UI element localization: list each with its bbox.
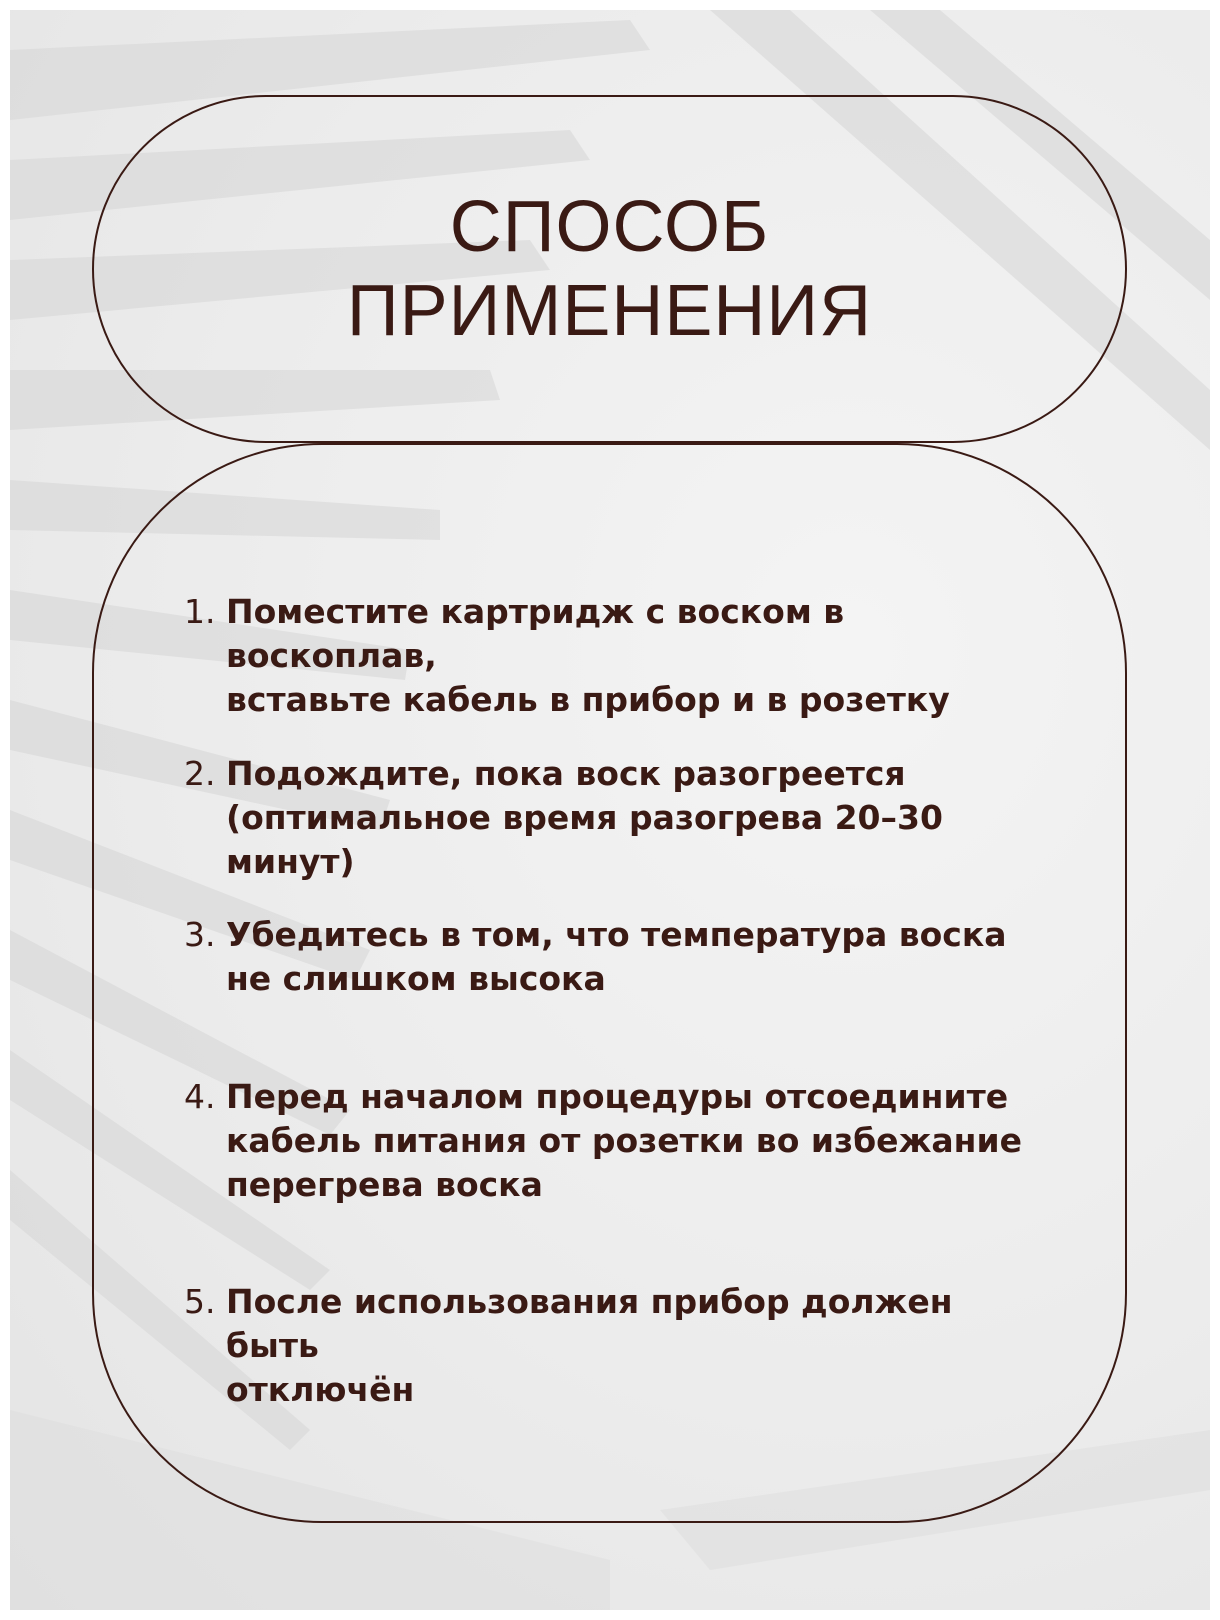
- step-text: Убедитесь в том, что температура воска не слишком высока: [226, 915, 1007, 998]
- page-title: [92, 95, 1127, 443]
- step-number: 2.: [184, 754, 216, 793]
- step-number: 3.: [184, 915, 216, 954]
- title-line-1: СПОСОБ: [449, 187, 770, 267]
- step-text: Перед началом процедуры отсоедините кабель питания от розетки во избежание перегрева воска: [226, 1077, 1022, 1204]
- list-item-step-5: [184, 1280, 1056, 1412]
- step-text: Подождите, пока воск разогреется (оптимальное время разогрева 20–30 минут): [226, 754, 943, 881]
- title-line-2: ПРИМЕНЕНИЯ: [346, 271, 873, 351]
- step-text: Поместите картридж с воском в воскоплав, вставьте кабель в прибор и в розетку: [226, 592, 950, 719]
- list-item-step-3: [184, 913, 1056, 1001]
- step-text: После использования прибор должен быть отключён: [226, 1282, 953, 1409]
- step-number: 5.: [184, 1282, 216, 1321]
- step-number: 4.: [184, 1077, 216, 1116]
- step-number: 1.: [184, 592, 216, 631]
- list-item-step-4: [184, 1075, 1056, 1207]
- list-item-step-2: [184, 752, 1056, 884]
- list-item-step-1: [184, 590, 1056, 722]
